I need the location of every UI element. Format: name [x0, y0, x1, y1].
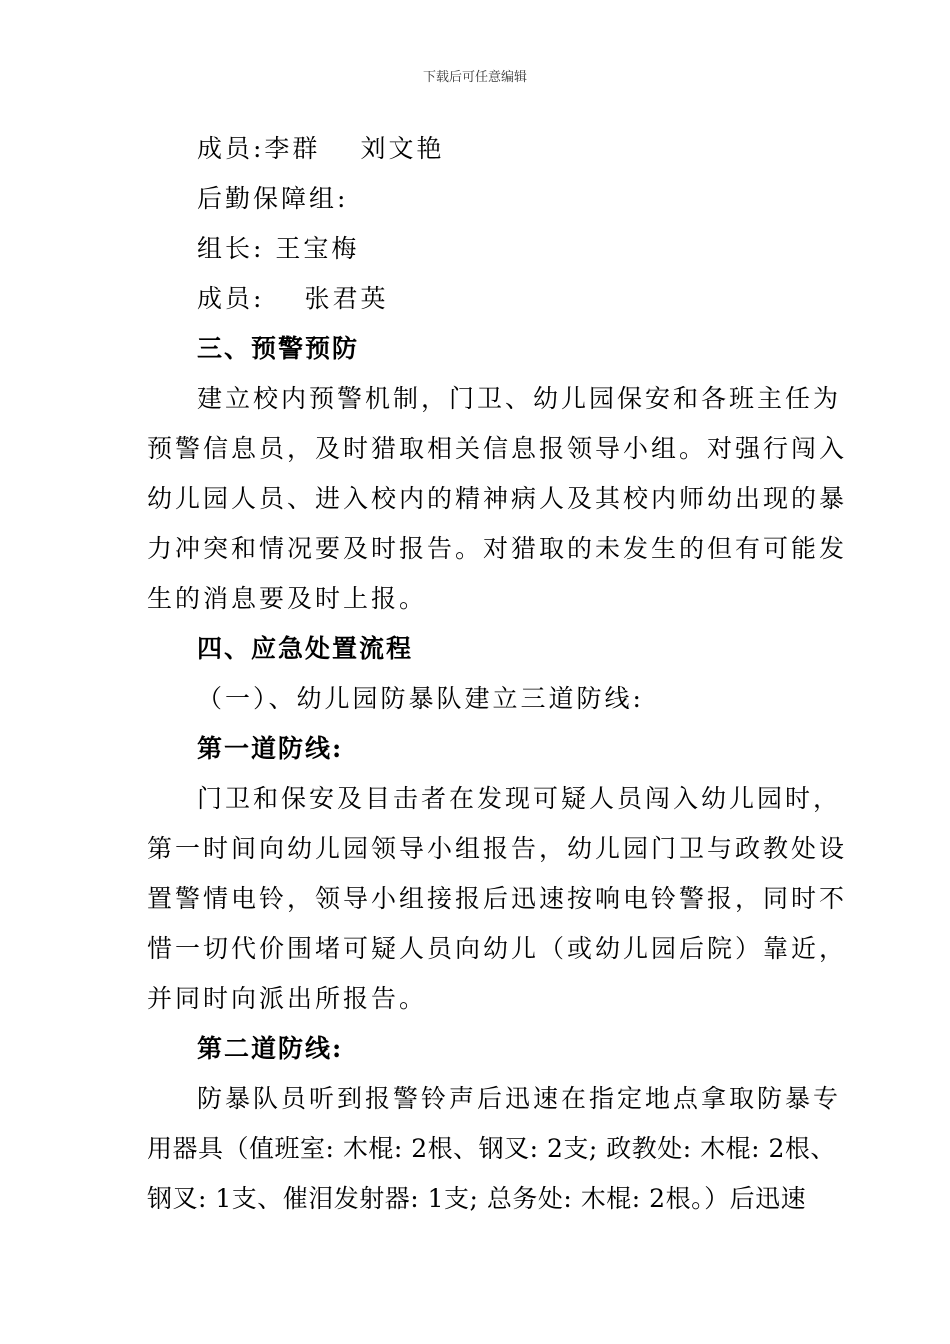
- defense-line-1-heading: 第一道防线:: [197, 734, 344, 763]
- paragraph-line: 钢叉: 1支、催泪发射器: 1支; 总务处: 木棍: 2根。）后迅速: [147, 1184, 807, 1213]
- section-heading-3: 三、预警预防: [197, 334, 360, 363]
- subsection-heading: （一）、幼儿园防暴队建立三道防线:: [197, 684, 644, 713]
- logistics-group-heading: 后勤保障组:: [197, 184, 349, 213]
- defense-line-2-heading: 第二道防线:: [197, 1034, 344, 1063]
- member-line: [197, 136, 444, 161]
- paragraph-line: 力冲突和情况要及时报告。对猎取的未发生的但有可能发: [147, 534, 848, 563]
- paragraph-line: 置警情电铃，领导小组接报后迅速按响电铃警报，同时不: [147, 884, 848, 913]
- paragraph-line: 门卫和保安及目击者在发现可疑人员闯入幼儿园时，: [197, 784, 842, 813]
- member-label-2: 成员:: [197, 284, 265, 313]
- paragraph-line: 并同时向派出所报告。: [147, 984, 428, 1013]
- paragraph-line: 用器具（值班室: 木棍: 2根、钢叉: 2支; 政教处: 木棍: 2根、: [147, 1134, 836, 1163]
- member-name: 刘文艳: [360, 134, 445, 163]
- paragraph-line: 幼儿园人员、进入校内的精神病人及其校内师幼出现的暴: [147, 484, 848, 513]
- paragraph-line: 预警信息员，及时猎取相关信息报领导小组。对强行闯入: [147, 434, 848, 463]
- paragraph-line: 第一时间向幼儿园领导小组报告，幼儿园门卫与政教处设: [147, 834, 848, 863]
- paragraph-line: 防暴队员听到报警铃声后迅速在指定地点拿取防暴专: [197, 1084, 842, 1113]
- member-label: 成员:李群: [197, 134, 321, 163]
- page-header: 下载后可任意编辑: [422, 70, 527, 85]
- paragraph-line: 生的消息要及时上报。: [147, 584, 428, 613]
- paragraph-line: 惜一切代价围堵可疑人员向幼儿（或幼儿园后院）靠近，: [147, 934, 848, 963]
- member-line-2: [197, 286, 388, 311]
- group-leader-line: 组长: 王宝梅: [197, 234, 360, 263]
- member-name-2: 张君英: [304, 284, 389, 313]
- paragraph-line: 建立校内预警机制，门卫、幼儿园保安和各班主任为: [197, 384, 842, 413]
- section-heading-4: 四、应急处置流程: [197, 634, 414, 663]
